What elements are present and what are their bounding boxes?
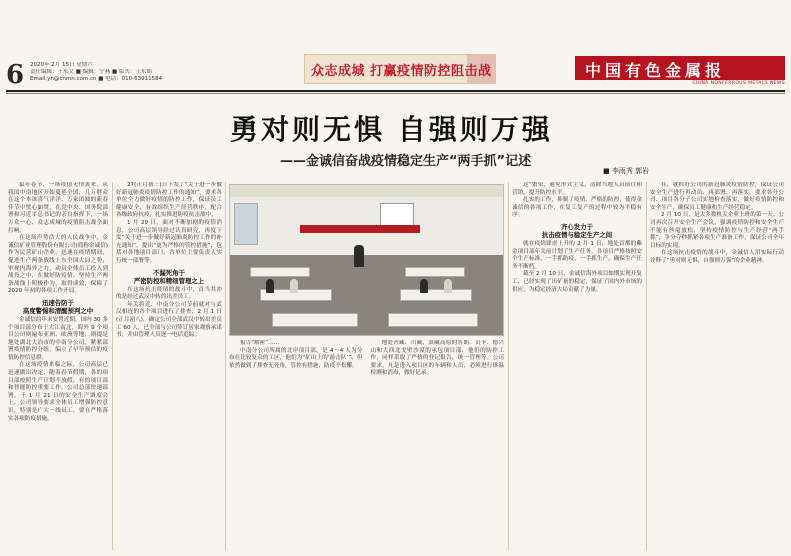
article-subhead: ——金诚信奋战疫情稳定生产“两手抓”记述 xyxy=(280,154,532,169)
paragraph: 2 月 10 日，是大多数机关企业上班的第一天。公司再次召开安全生产会议，强调疫情防控和安全生产不能有丝毫放松，坚持疫情防控与生产经营“两手抓”，争分夺秒抓紧各项生产准备工作，保证公司全年目标的实现。 xyxy=(650,212,784,249)
photo-banner xyxy=(300,225,420,233)
paragraph: 在这场声势浩大的人民战争中，金诚信矿业管理股份有限公司(简称金诚信)作为民营矿山企业，迅速在疫情期间，促进生产两条战线上东全国大局之势，审视内海外之力，动员全体员工投入到战役之中，在做好防疫情、坚持生产两条战线上积极作为，取得成效，保障了 2020 年初的各项工作开局。 xyxy=(8,235,108,295)
paragraph: 中南分公司所属的北岸项目部，是 4～4 人为分布在比较复杂的工区，他们为“矿山上的‘游击队’”，但依然做到了排查无死角，管控有措施，防疫不松懈。 xyxy=(229,347,363,369)
header-rule xyxy=(6,90,785,92)
photo-window xyxy=(234,203,258,245)
photo-table xyxy=(250,267,310,277)
paragraph: 27(正月初三)日下发了“关于进一步做好新冠肺炎疫情防控工作的通知”，要求各单位全力做好疫情的防控工作，保证员工健康安全，有效组织生产经营秩序，配合各级政府抗疫，扎实推进防疫抗击战中。 xyxy=(116,182,222,219)
paragraph: 鼠年春节，一场疫情无情袭来，从我国中南地区开始蔓延全国，几万胖众在这个本该喜气洋洋、万家团圆的新春佳节中忧心如焚，在党中央、国务院部署和习近平总书记的亲自指挥下，一场万众一心、众志成城的疫情阻击战全面打响。 xyxy=(8,182,108,234)
article-column-1 xyxy=(8,182,108,550)
article-column-5 xyxy=(650,182,784,550)
section-title: 迅速告防于 高度警惕和清醒预判之中 xyxy=(22,298,94,315)
article-column-4 xyxy=(512,182,642,550)
contact-line: Email:yh@cnmn.com.cn ■ 电话：010-63911584 xyxy=(30,76,163,82)
section-title: 不漏死角于 严密防控和精细管理之上 xyxy=(133,268,205,285)
meeting-photo xyxy=(229,184,504,336)
paragraph: 这“繁荣，避免形式主义，清除当地人员前往和营销，提升防控水平。 xyxy=(512,182,642,196)
photo-table xyxy=(405,267,465,277)
photo-person xyxy=(266,279,274,293)
issue-info xyxy=(30,62,260,83)
paragraph: 截至 2 月 10 日，金诚信海外项目如期实现开复工，已经实现了出矿量的稳定，保证了国内外市场的供应，为稳定经济大局贡献了力量。 xyxy=(512,271,642,293)
masthead-english: CHINA NONFERROUS METALS NEWS xyxy=(692,81,785,86)
paragraph: 在这场抗击疫情的战斗中，金诚信人用实际行动诠释了“勇对则无惧，自强则万强”的企业精神。 xyxy=(650,250,784,264)
article-headline: 勇对则无惧 自强则万强 xyxy=(230,113,553,146)
editor-line: 责任编辑：王东文 ■ 编辑：宁燕 ■ 版式：王东娟 xyxy=(30,69,152,75)
banner-text xyxy=(311,60,492,79)
header-rule-thin xyxy=(6,93,785,94)
masthead-title: 中国有色金属报 xyxy=(585,61,726,80)
article-column-3 xyxy=(229,340,504,550)
column-divider xyxy=(508,182,509,550)
column-divider xyxy=(646,182,647,550)
paragraph: 报告“解密”…… xyxy=(240,340,280,346)
photo-person xyxy=(290,279,298,293)
issue-date: 2020年 2月 15日 星期六 xyxy=(30,62,93,68)
photo-table xyxy=(400,289,472,301)
page-number: 6 xyxy=(6,60,25,90)
paragraph: 地处青藏、川藏、滇藏高原的普朗、贡卡、德兴山和大西北戈壁沙漠的承包项目部，他们的防控工作，同样采取了严格的登记报告、统一管理等。公司要求，凡是进入项目区的车辆和人员，必须进行体温检测和消毒，做好记录。 xyxy=(370,340,504,377)
photo-person xyxy=(444,279,452,293)
section-title: 齐心发力于 抗击疫情与稳定生产之间 xyxy=(541,222,613,239)
photo-ceiling xyxy=(230,185,503,197)
paragraph: 在这场疫情来临之际，公司高层已迅速做出决定，随着春节假期，各的项目部按照生产计划不放假，有的项目部和智能防控重要工作。公司总部快速部署，于 1 月 21 日的安全生产调度会上，公司领导要求全体员工增强防控意识，特别是广大一线员工，要在严格落实各项防疫措施。 xyxy=(8,362,108,422)
photo-speaker xyxy=(354,245,364,267)
column-divider xyxy=(225,182,226,550)
article-column-2 xyxy=(116,182,222,550)
paragraph: 金诚信的年末安置近期，国内 30 多个项目部分布于大江南北，海外 9 个项目公司则遍布亚洲、欧洲等地，则提是地处湖北大冶市的中南分公司，紧紧部署疫情防控分组，编立了早早预估的疫情防控信息群。 xyxy=(8,316,108,361)
banner-main: 打赢疫情防控阻击战 xyxy=(370,64,492,79)
article-byline: ■ 李雨秀 郭岩 xyxy=(603,167,650,175)
campaign-banner xyxy=(304,54,496,84)
paragraph: 扎实的工作，抑制了疫情，严格的防控，使得金诚信的各项工作，在复工复产的过程中较为平稳有序。 xyxy=(512,197,642,219)
photo-table xyxy=(272,313,358,327)
paragraph: 年关将近，中南分公司节前就对与武汉相连的各个项目进行了排查，2 月 1 日(正月初八)，确定公司全部武汉中转出差员工 60 人，已全部与公司签订居家观察承诺书，并由管理人员逐一电话追踪。 xyxy=(116,301,222,339)
paragraph: 1 月 29 日，面对不断加剧的疫情消息，公司高层领导经过认真研究，再度下发“关于进一步做好新冠肺炎防控工作的补充通知”，提出“更为严格的管控措施”，包括对各地项目部门、各单位主要负责人实行统一部署等。 xyxy=(116,219,222,264)
column-divider xyxy=(112,182,113,550)
masthead xyxy=(575,56,785,80)
photo-person xyxy=(420,279,428,293)
paragraph: 在，就抓好公司的新冠肺炎疫情防控，保证公司安全生产进行再动员、再部署、再落实。要求各分公司、项目各分子公司实地检查落实，做好疫情防控和安全生产，确保员工健康和生产经营稳定。 xyxy=(650,182,784,211)
banner-lead: 众志成城 xyxy=(311,64,366,79)
paragraph: 在这场抗击疫情的战斗中，首当其冲的是经过武汉中转的出差员工。 xyxy=(116,286,222,301)
photo-table xyxy=(388,313,478,327)
paragraph: 就在疫情肆虐上升的 2 月 1 日，地处首都的紫金项目部年关前计划了生产任务，各项目严格按照安全生产标准，一手抓防疫，一手抓生产，确保生产任务不断档。 xyxy=(512,240,642,270)
